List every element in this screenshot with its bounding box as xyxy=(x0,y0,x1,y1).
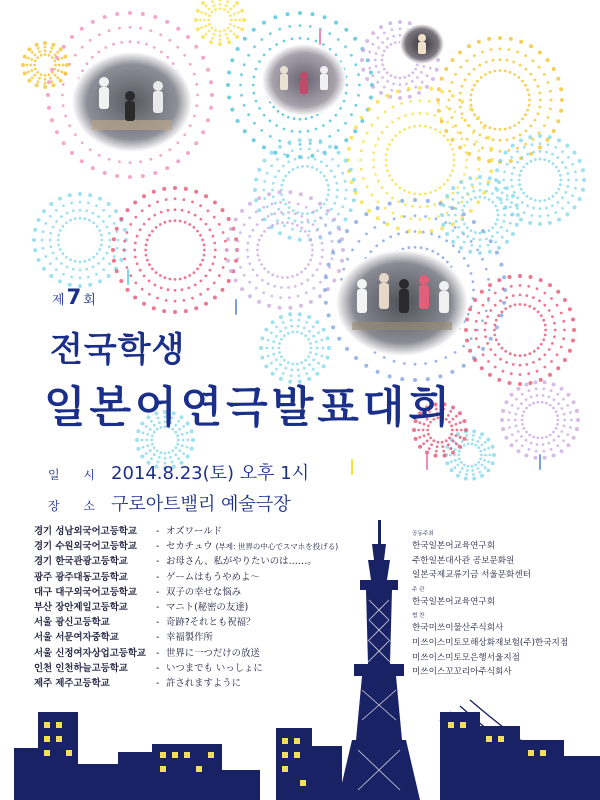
date-value: 2014.8.23(토) 오후 1시 xyxy=(111,463,310,484)
cohost-list xyxy=(412,539,592,583)
school-name: 제주 제주고등학교 xyxy=(34,677,110,689)
edition-suffix: 회 xyxy=(83,293,96,308)
sponsor-list xyxy=(412,527,592,680)
play-title: 奇跡?それとも祝福？ xyxy=(166,617,256,629)
list-dash: - xyxy=(156,601,160,613)
school-name: 부산 장안제일고등학교 xyxy=(34,601,128,613)
list-dash: - xyxy=(156,647,160,659)
play-title-row xyxy=(156,570,406,585)
cohost-name: 일본국제교류기금 서울문화센터 xyxy=(412,570,531,581)
school-name: 서울 광신고등학교 xyxy=(34,617,110,629)
venue-value: 구로아트밸리 예술극장 xyxy=(111,494,291,515)
play-title: 双子の幸せな悩み xyxy=(166,586,242,598)
play-title-row xyxy=(156,585,406,600)
organizer-heading: 주 관 xyxy=(412,586,425,593)
supporter-name: 미쓰이스미토모해상화재보험(주)한국지점 xyxy=(412,637,569,648)
edition-number: 7 xyxy=(66,285,82,309)
play-title: オズワールド xyxy=(166,526,222,537)
list-dash: - xyxy=(156,586,160,598)
support-heading: 협 찬 xyxy=(412,613,425,620)
play-title: 幸福製作所 xyxy=(166,632,213,644)
school-name: 서울 서문여자중학교 xyxy=(34,632,119,644)
play-title: 許されますように xyxy=(166,677,242,689)
organizer-list xyxy=(412,595,592,610)
play-title: お母さん、私がやりたいのは……。 xyxy=(166,556,317,568)
cohost-heading: 공동주최 xyxy=(412,531,434,537)
play-title-list xyxy=(156,524,406,691)
school-name: 인천 인천하늘고등학교 xyxy=(34,662,128,674)
supporter-name: 미쓰이스꼬꼬리아주식회사 xyxy=(412,667,512,678)
supporter-list xyxy=(412,621,592,679)
play-title-row xyxy=(156,600,406,615)
cohost-name: 주한일본대사관 공보문화원 xyxy=(412,555,515,566)
school-name: 광주 광주대동고등학교 xyxy=(34,571,128,583)
list-dash: - xyxy=(156,571,160,583)
edition-prefix: 제 xyxy=(52,293,65,308)
cohost-name: 한국일본어교육연구회 xyxy=(412,541,496,551)
play-title: ゲームはもうやめよ～ xyxy=(166,571,260,583)
school-list xyxy=(34,524,169,691)
play-title-row xyxy=(156,630,406,645)
list-dash: - xyxy=(156,617,160,629)
play-title: マニト(秘密の友達) xyxy=(166,601,249,613)
venue-label: 장 소 xyxy=(48,499,105,513)
school-name: 경기 수원외국어고등학교 xyxy=(34,541,137,553)
play-subtitle: (부제: 世界の中心でスマホを投げる) xyxy=(215,542,339,552)
play-title-row xyxy=(156,524,406,539)
organizer-name: 한국일본어교육연구회 xyxy=(412,596,496,607)
play-title: セカチュウ xyxy=(166,541,213,553)
list-dash: - xyxy=(156,526,160,537)
play-title-row xyxy=(156,554,406,569)
play-title: いつまでも いっしょに xyxy=(166,662,263,674)
list-dash: - xyxy=(156,556,160,568)
supporter-name: 미쓰이스미토모은행서울지점 xyxy=(412,652,520,663)
list-dash: - xyxy=(156,541,160,553)
play-title-row xyxy=(156,615,406,630)
play-title: 世界に一つだけの放送 xyxy=(166,647,260,659)
school-name: 서울 신정여자상업고등학교 xyxy=(34,647,146,659)
school-name: 대구 대구외국어고등학교 xyxy=(34,586,137,598)
play-title-row xyxy=(156,646,406,661)
play-title-row xyxy=(156,539,406,554)
play-title-row xyxy=(156,676,406,691)
school-name: 경기 한국관광고등학교 xyxy=(34,556,128,568)
title-line-2: 일본어연극발표대회 xyxy=(44,383,454,433)
date-label: 일 시 xyxy=(48,468,105,482)
play-title-row xyxy=(156,661,406,676)
supporter-name: 한국미쓰이물산주식회사 xyxy=(412,623,504,634)
list-dash: - xyxy=(156,632,160,644)
list-dash: - xyxy=(156,677,160,689)
list-dash: - xyxy=(156,662,160,674)
title-line-1: 전국학생 xyxy=(50,330,186,370)
school-name: 경기 성남외국어고등학교 xyxy=(34,526,137,537)
